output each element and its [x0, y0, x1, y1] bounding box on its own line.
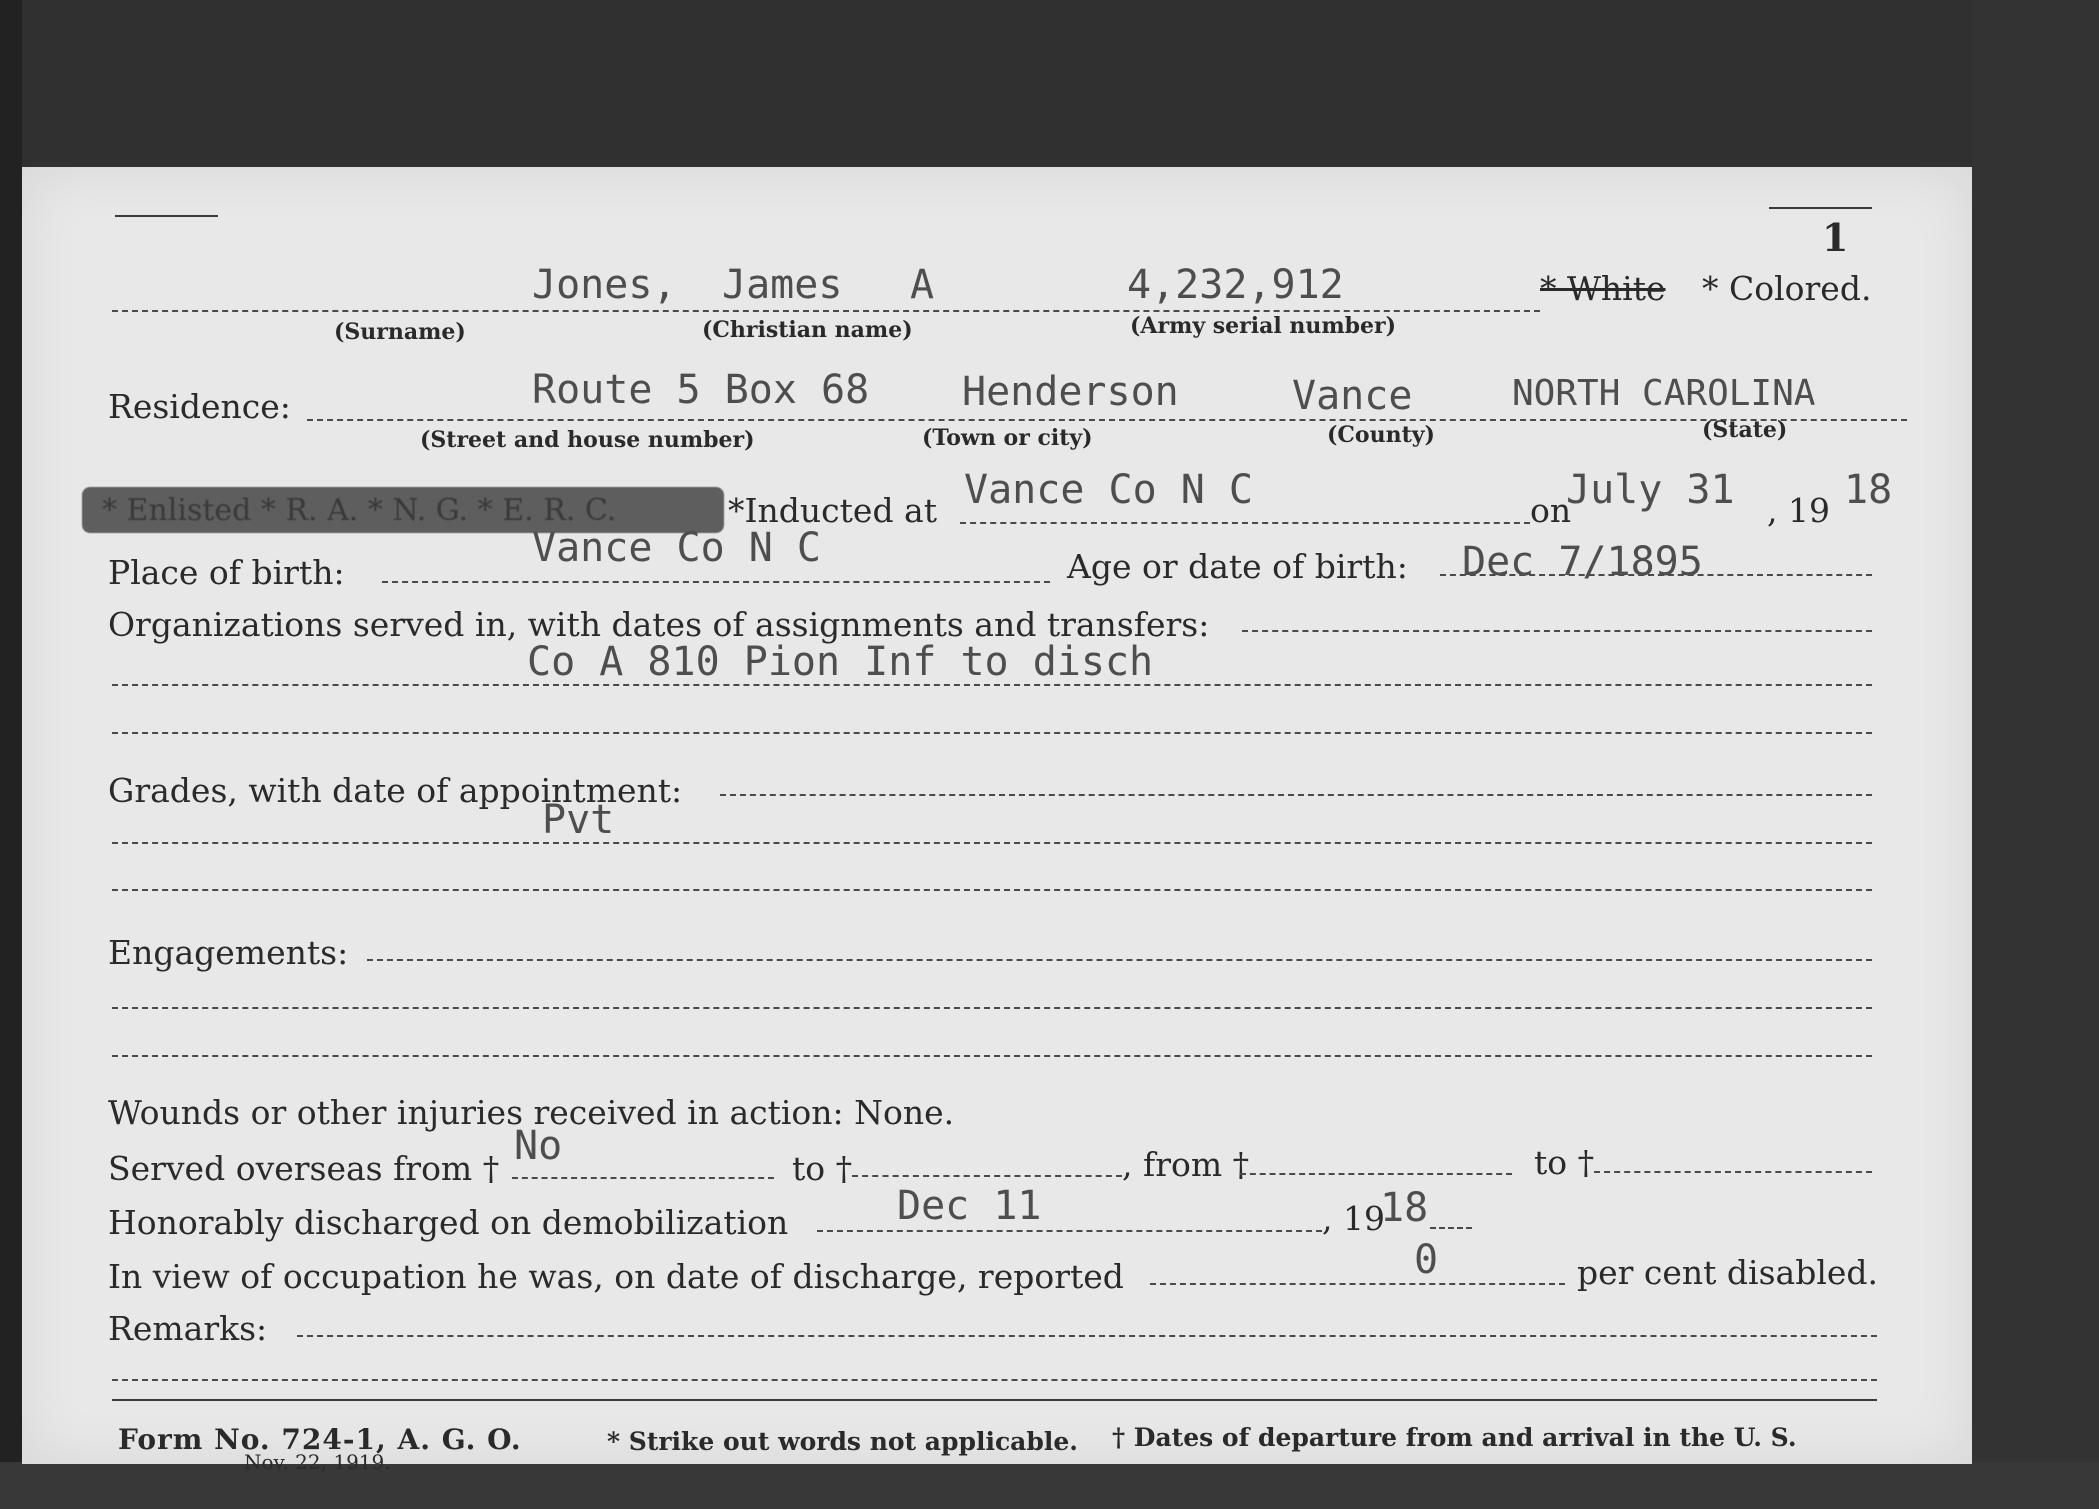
discharge-year-value: 18 [1380, 1185, 1429, 1231]
top-left-rule [115, 215, 218, 217]
grades-label: Grades, with date of appointment: [108, 771, 683, 810]
remarks-label: Remarks: [108, 1309, 268, 1348]
grades-line-2 [112, 842, 1872, 844]
date-of-birth-value: Dec 7/1895 [1462, 539, 1703, 585]
disability-label: In view of occupation he was, on date of discharge, reported [108, 1257, 1124, 1296]
christian-name-caption: (Christian name) [702, 317, 913, 343]
overseas-from2-label: , from † [1122, 1145, 1250, 1184]
middle-initial-value: A [910, 262, 935, 308]
inducted-at-value: Vance Co N C [964, 467, 1253, 513]
induction-on-label: on [1530, 491, 1572, 530]
engagements-line-3 [112, 1055, 1872, 1057]
engagements-label: Engagements: [108, 933, 349, 972]
state-caption: (State) [1702, 417, 1788, 443]
top-right-rule [1769, 207, 1872, 209]
scan-background-top [0, 0, 2099, 170]
induction-year-value: 18 [1844, 467, 1893, 513]
form-number: Form No. 724-1, A. G. O. [118, 1423, 522, 1456]
name-line [112, 310, 1540, 312]
engagements-line-2 [112, 1007, 1872, 1009]
service-record-card [22, 167, 1972, 1474]
disability-suffix: per cent disabled. [1577, 1253, 1879, 1292]
remarks-line-1 [297, 1335, 1877, 1337]
age-or-date-of-birth-label: Age or date of birth: [1067, 547, 1408, 586]
induction-date-value: July 31 [1566, 467, 1735, 513]
county-caption: (County) [1327, 422, 1435, 448]
inducted-at-line [960, 522, 1530, 524]
discharge-year-prefix: , 19 [1322, 1199, 1385, 1238]
residence-state-value: NORTH CAROLINA [1512, 373, 1816, 414]
discharge-date-value: Dec 11 [897, 1183, 1042, 1229]
christian-name-value: James [722, 262, 843, 308]
army-serial-number-value: 4,232,912 [1127, 262, 1344, 308]
grades-line-3 [112, 889, 1872, 891]
race-white-option: * White [1540, 269, 1666, 308]
grades-line-1 [720, 794, 1872, 796]
overseas-from-line [512, 1177, 774, 1179]
place-of-birth-line [382, 581, 1050, 583]
residence-label: Residence: [108, 387, 291, 426]
discharge-label: Honorably discharged on demobilization [108, 1203, 789, 1242]
residence-street-value: Route 5 Box 68 [532, 367, 870, 413]
overseas-to-label: to † [792, 1149, 853, 1188]
overseas-to-line [852, 1175, 1122, 1177]
disability-value: 0 [1414, 1237, 1439, 1283]
footer-rule [112, 1399, 1877, 1401]
town-caption: (Town or city) [922, 425, 1093, 451]
wounds-label: Wounds or other injuries received in action: None. [108, 1093, 955, 1132]
organizations-label: Organizations served in, with dates of assignments and transfers: [108, 605, 1210, 644]
place-of-birth-label: Place of birth: [108, 553, 345, 592]
discharge-date-line [817, 1230, 1322, 1232]
surname-value: Jones, [532, 262, 677, 308]
surname-caption: (Surname) [334, 319, 466, 345]
organizations-line-3 [112, 732, 1872, 734]
overseas-to2-label: to † [1534, 1143, 1595, 1182]
served-overseas-label: Served overseas from † [108, 1149, 500, 1188]
footnote-dates: † Dates of departure from and arrival in the U. S. [1112, 1423, 1797, 1452]
overseas-from-value: No [514, 1123, 563, 1169]
serial-caption: (Army serial number) [1130, 313, 1397, 339]
residence-line [307, 419, 1907, 421]
street-caption: (Street and house number) [420, 427, 755, 453]
organizations-value: Co A 810 Pion Inf to disch [527, 639, 1154, 685]
remarks-line-2 [112, 1379, 1877, 1381]
footnote-strike-out: * Strike out words not applicable. [607, 1427, 1078, 1456]
inducted-at-label: *Inducted at [728, 491, 937, 530]
disability-line [1150, 1283, 1565, 1285]
engagements-line-1 [367, 959, 1872, 961]
scan-background-left [0, 0, 22, 1509]
redacted-enlistment-label: * Enlisted * R. A. * N. G. * E. R. C. [102, 493, 617, 528]
overseas-from2-line [1240, 1173, 1512, 1175]
form-date: Nov. 22, 1919. [244, 1450, 391, 1474]
overseas-to2-line [1594, 1171, 1872, 1173]
residence-town-value: Henderson [962, 369, 1179, 415]
page-number: 1 [1822, 215, 1849, 260]
race-colored-option: * Colored. [1702, 269, 1872, 308]
organizations-line-1 [1242, 630, 1872, 632]
induction-year-prefix: , 19 [1767, 491, 1830, 530]
grades-value: Pvt [542, 797, 615, 843]
discharge-year-line [1430, 1227, 1472, 1229]
scan-background-right [1972, 0, 2099, 1509]
residence-county-value: Vance [1292, 373, 1413, 419]
place-of-birth-value: Vance Co N C [532, 525, 821, 571]
